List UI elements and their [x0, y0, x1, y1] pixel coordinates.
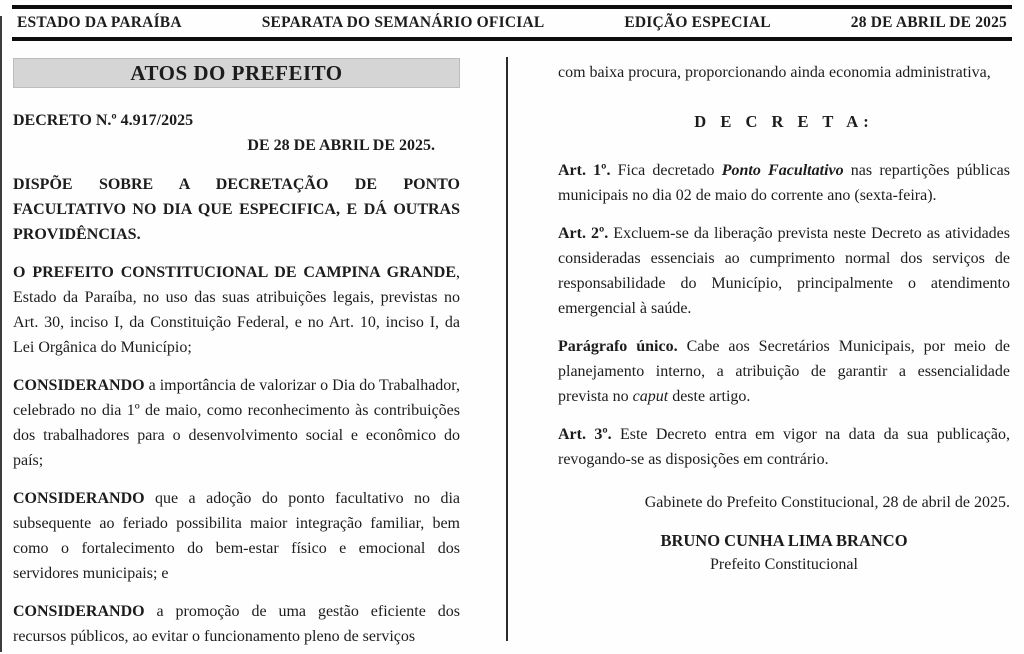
masthead-edition: EDIÇÃO ESPECIAL [624, 14, 771, 31]
article-2: Art. 2º. Excluem-se da liberação prevista neste Decreto as atividades consideradas essenciais ao cumprimento normal dos serviços de responsabilidade do Município, principalmente o atendimento emergencial à saúde. [558, 225, 1010, 317]
masthead-publication: SEPARATA DO SEMANÁRIO OFICIAL [261, 14, 545, 31]
considerando-paragraph-3: CONSIDERANDO a promoção de uma gestão eficiente dos recursos públicos, ao evitar o funcionamento pleno de serviços [13, 603, 460, 645]
left-column [13, 58, 460, 654]
masthead [12, 5, 1012, 41]
considerando-continuation: com baixa procura, proporcionando ainda economia administrativa, [558, 64, 991, 81]
closing-line: Gabinete do Prefeito Constitucional, 28 de abril de 2025. [644, 494, 1010, 511]
decreta-heading: D E C R E T A: [694, 112, 874, 131]
scan-edge-artifact [0, 16, 2, 652]
decree-number: DECRETO N.º 4.917/2025 [13, 112, 194, 129]
considerando-paragraph-1: CONSIDERANDO a importância de valorizar o Dia do Trabalhador, celebrado no dia 1º de maio, como reconhecimento às contribuições dos trabalhadores para o desenvolvimento social e econômico do país; [13, 377, 460, 469]
decree-summary: DISPÕE SOBRE A DECRETAÇÃO DE PONTO FACULTATIVO NO DIA QUE ESPECIFICA, E DÁ OUTRAS PROVIDÊNCIAS. [13, 176, 460, 243]
column-divider [506, 57, 508, 641]
masthead-date: 28 DE ABRIL DE 2025 [850, 14, 1007, 31]
masthead-state: ESTADO DA PARAÍBA [17, 14, 182, 31]
signature-title: Prefeito Constitucional [710, 556, 858, 573]
article-1: Art. 1º. Fica decretado Ponto Facultativo nas repartições públicas municipais no dia 02 de maio do corrente ano (sexta-feira). [558, 162, 1010, 204]
section-banner [13, 58, 460, 88]
paragrafo-unico: Parágrafo único. Cabe aos Secretários Municipais, por meio de planejamento interno, a atribuição de garantir a essencialidade prevista no caput deste artigo. [558, 338, 1010, 405]
signature-name: BRUNO CUNHA LIMA BRANCO [660, 531, 908, 550]
section-banner-title: ATOS DO PREFEITO [130, 60, 343, 85]
decree-preamble: O PREFEITO CONSTITUCIONAL DE CAMPINA GRANDE, Estado da Paraíba, no uso das suas atribuições legais, previstas no Art. 30, inciso I, da Constituição Federal, e no Art. 10, inciso I, da Lei Orgânica do Município; [13, 264, 461, 356]
decree-date: DE 28 DE ABRIL DE 2025. [247, 137, 435, 154]
considerando-paragraph-2: CONSIDERANDO que a adoção do ponto facultativo no dia subsequente ao feriado possibilita maior integração familiar, bem como o fortalecimento do bem-estar físico e emocional dos servidores municipais; e [13, 490, 460, 582]
article-3: Art. 3º. Este Decreto entra em vigor na data da sua publicação, revogando-se as disposições em contrário. [558, 426, 1010, 468]
right-column [558, 60, 1010, 574]
